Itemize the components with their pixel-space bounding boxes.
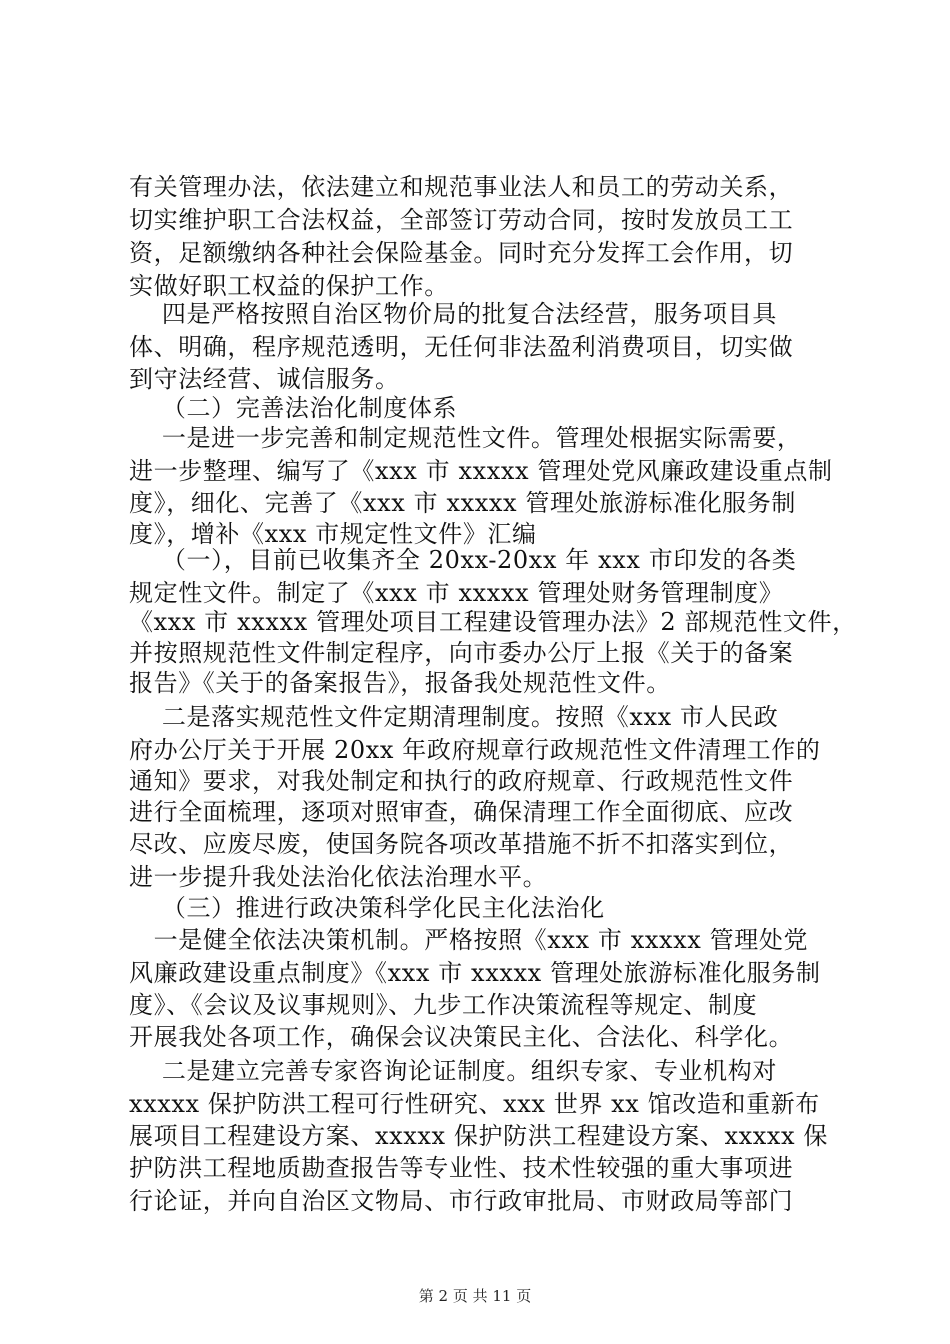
body-text-line: 护防洪工程地质勘查报告等专业性、技术性较强的重大事项进 (129, 1154, 794, 1182)
section-heading: （三）推进行政决策科学化民主化法治化 (129, 894, 605, 922)
body-text-line: 并按照规范性文件制定程序，向市委办公厅上报《关于的备案 (129, 639, 794, 667)
body-text-line: 报告》《关于的备案报告》，报备我处规范性文件。 (129, 669, 671, 697)
body-text-line: 进一步提升我处法治化依法治理水平。 (129, 863, 548, 891)
body-text-line: xxxxx 保护防洪工程可行性研究、xxx 世界 xx 馆改造和重新布 (129, 1090, 820, 1118)
body-text-line: 进一步整理、编写了《xxx 市 xxxxx 管理处党风廉政建设重点制 (129, 457, 833, 485)
body-text-line: 实做好职工权益的保护工作。 (129, 272, 449, 300)
body-text-line: 到守法经营、诚信服务。 (129, 365, 400, 393)
page-footer: 第 2 页 共 11 页 (418, 1287, 532, 1305)
body-text-line: 度》、《会议及议事规则》、九步工作决策流程等规定、制度 (129, 991, 758, 1019)
body-text-line: 二是落实规范性文件定期清理制度。按照《xxx 市人民政 (129, 703, 779, 731)
body-text-line: 府办公厅关于开展 20xx 年政府规章行政规范性文件清理工作的 (129, 736, 821, 764)
body-text-line: 资，足额缴纳各种社会保险基金。同时充分发挥工会作用，切 (129, 239, 794, 267)
body-text-line: 通知》要求，对我处制定和执行的政府规章、行政规范性文件 (129, 767, 794, 795)
body-text-line: 度》，细化、完善了《xxx 市 xxxxx 管理处旅游标准化服务制 (129, 489, 796, 517)
body-text-line: 切实维护职工合法权益，全部签订劳动合同，按时发放员工工 (129, 206, 794, 234)
body-text-line: 度》，增补《xxx 市规定性文件》汇编 (129, 520, 537, 548)
section-heading: （二）完善法治化制度体系 (129, 394, 458, 422)
body-text-line: 一是健全依法决策机制。严格按照《xxx 市 xxxxx 管理处党 (129, 926, 809, 954)
body-text-line: 二是建立完善专家咨询论证制度。组织专家、专业机构对 (129, 1057, 777, 1085)
body-text-line: 四是严格按照自治区物价局的批复合法经营，服务项目具 (129, 300, 777, 328)
body-text-line: 展项目工程建设方案、xxxxx 保护防洪工程建设方案、xxxxx 保 (129, 1122, 829, 1150)
body-text-line: 一是进一步完善和制定规范性文件。管理处根据实际需要， (129, 424, 802, 452)
body-text-line: 体、明确，程序规范透明，无任何非法盈利消费项目，切实做 (129, 333, 794, 361)
body-text-line: 《xxx 市 xxxxx 管理处项目工程建设管理办法》2 部规范性文件， (129, 608, 857, 636)
body-text-line: 开展我处各项工作，确保会议决策民主化、合法化、科学化。 (129, 1023, 794, 1051)
body-text-line: 进行全面梳理，逐项对照审查，确保清理工作全面彻底、应改 (129, 798, 794, 826)
body-text-line: （一），目前已收集齐全 20xx-20xx 年 xxx 市印发的各类 (129, 546, 797, 574)
body-text-line: 风廉政建设重点制度》《xxx 市 xxxxx 管理处旅游标准化服务制 (129, 959, 821, 987)
body-text-line: 有关管理办法，依法建立和规范事业法人和员工的劳动关系， (129, 173, 794, 201)
body-text-line: 行论证，并向自治区文物局、市行政审批局、市财政局等部门 (129, 1187, 794, 1215)
body-text-line: 规定性文件。制定了《xxx 市 xxxxx 管理处财务管理制度》 (129, 579, 784, 607)
body-text-line: 尽改、应废尽废，使国务院各项改革措施不折不扣落实到位， (129, 830, 794, 858)
